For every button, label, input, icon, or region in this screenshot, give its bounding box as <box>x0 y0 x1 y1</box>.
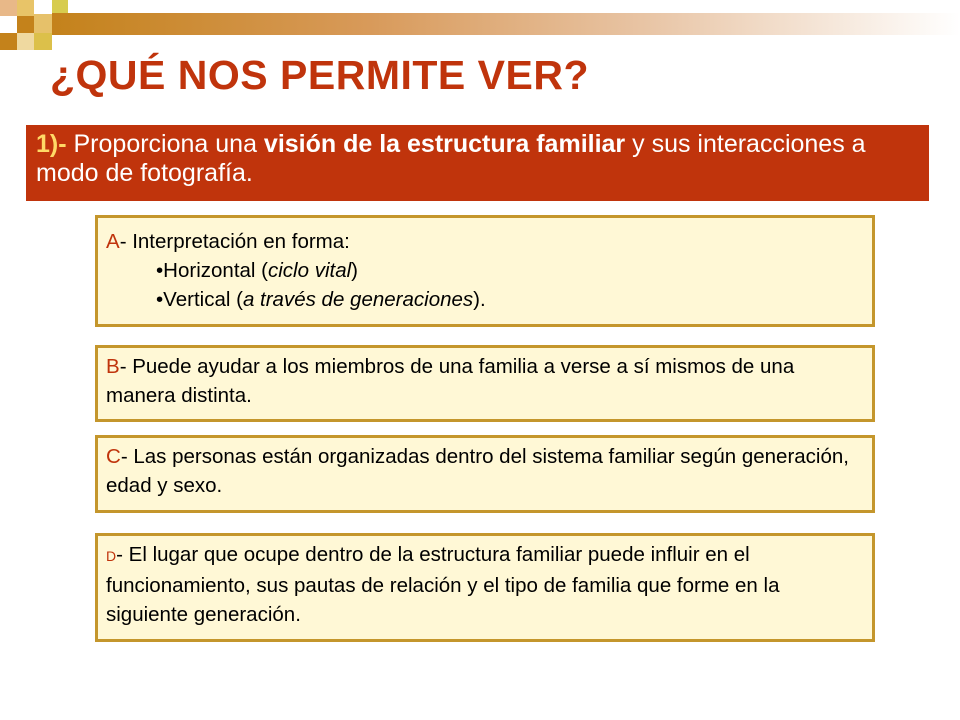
box-a-letter: A <box>106 230 120 253</box>
decor-square <box>17 0 34 16</box>
banner-bold-text: visión de la estructura familiar <box>263 130 626 158</box>
decor-gradient-bar <box>52 13 960 35</box>
decor-square <box>17 33 34 50</box>
box-b-letter: B <box>106 355 120 378</box>
box-c-letter: C <box>106 445 121 468</box>
box-d <box>95 533 875 642</box>
decor-square <box>17 16 34 33</box>
box-d-letter: D <box>106 548 117 564</box>
banner-number: 1)- <box>36 130 67 158</box>
box-a-bullet-horizontal <box>106 256 864 285</box>
decor-square <box>0 0 17 16</box>
bullet-suffix: ) <box>351 259 358 282</box>
bullet-prefix: •Horizontal ( <box>156 259 268 282</box>
bullet-italic: ciclo vital <box>268 259 352 282</box>
banner-text-after: y sus interacciones a modo de fotografía. <box>36 130 866 187</box>
point-banner <box>26 125 929 201</box>
box-c-text: - Las personas están organizadas dentro del sistema familiar según generación, edad y sexo. <box>106 445 849 497</box>
decor-square <box>0 33 17 50</box>
bullet-prefix: •Vertical ( <box>156 288 243 311</box>
box-c <box>95 435 875 513</box>
box-d-text: - El lugar que ocupe dentro de la estructura familiar puede influir en el funcionamiento, sus pautas de relación y el tipo de familia que forme en la siguiente generación. <box>106 543 780 626</box>
decor-square <box>34 33 52 50</box>
slide-title: ¿QUÉ NOS PERMITE VER? <box>50 52 589 98</box>
box-a-bullet-vertical <box>106 285 864 314</box>
banner-text-before: Proporciona una <box>66 130 264 158</box>
box-a-heading <box>106 227 864 256</box>
decor-square <box>52 0 68 13</box>
box-b <box>95 345 875 422</box>
bullet-suffix: ). <box>473 288 486 311</box>
decor-square <box>34 14 52 33</box>
bullet-italic: a través de generaciones <box>242 288 474 311</box>
box-a <box>95 215 875 327</box>
box-b-text: - Puede ayudar a los miembros de una familia a verse a sí mismos de una manera distinta. <box>106 355 795 407</box>
box-a-text: - Interpretación en forma: <box>119 230 350 253</box>
